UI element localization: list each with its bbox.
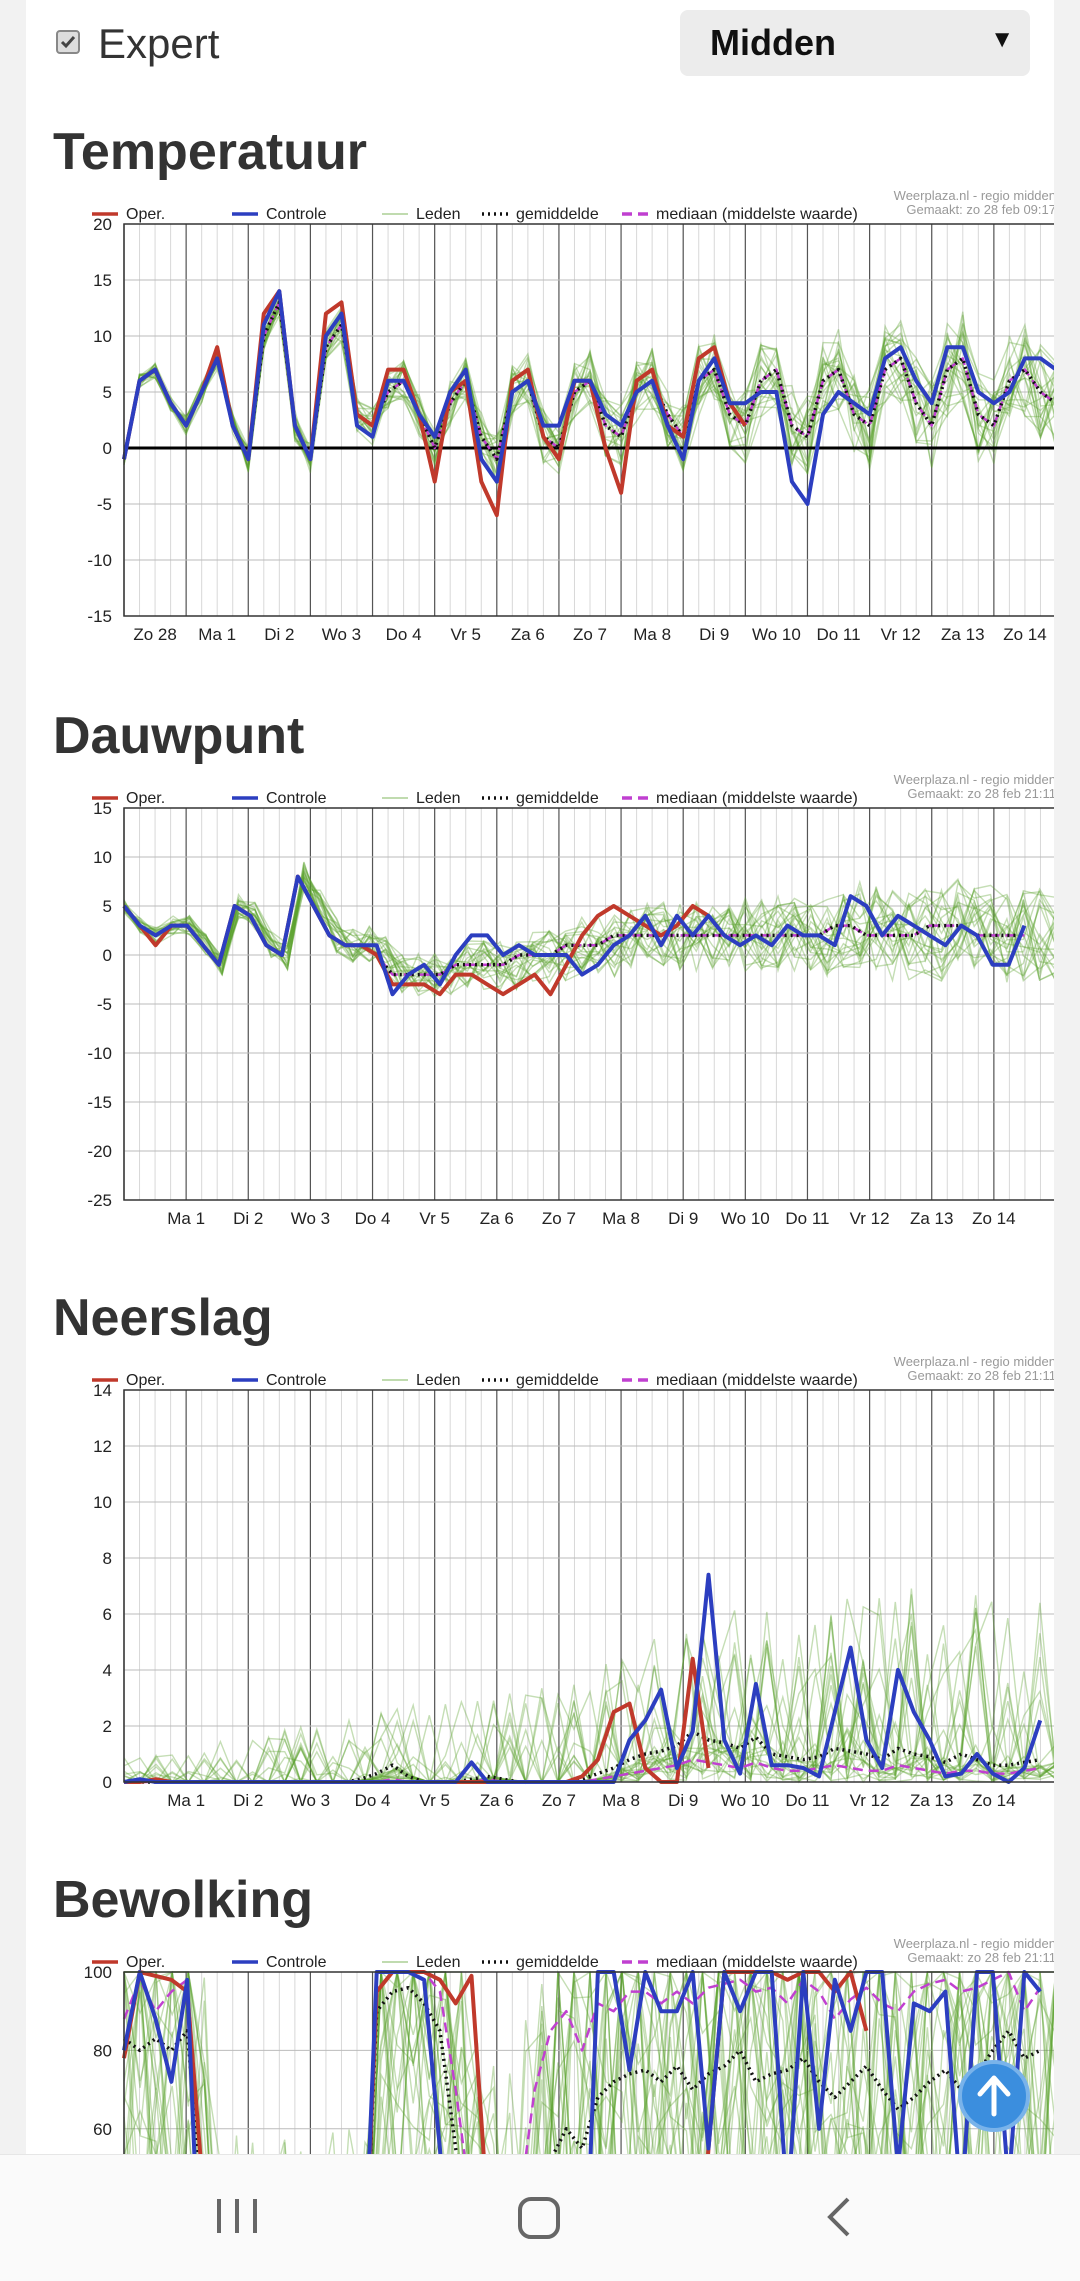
region-select-value: Midden [710, 22, 836, 63]
x-tick-label: Di 2 [233, 1791, 264, 1810]
y-tick-label: -15 [87, 1093, 112, 1112]
x-tick-label: Ma 8 [602, 1209, 640, 1228]
x-tick-label: Vr 12 [849, 1209, 890, 1228]
y-tick-label: 80 [93, 2041, 112, 2061]
x-tick-label: Zo 7 [541, 1791, 576, 1810]
legend-label-mediaan: mediaan (middelste waarde) [656, 790, 858, 807]
x-tick-label: Zo 7 [541, 1209, 576, 1228]
chart-temperatuur [52, 186, 1054, 656]
x-tick-label: Do 4 [354, 1791, 391, 1810]
x-tick-label: Ma 1 [198, 625, 237, 644]
y-tick-label: -5 [96, 495, 112, 514]
x-tick-label: Do 11 [816, 625, 861, 644]
x-tick-label: Di 9 [668, 1209, 699, 1228]
y-tick-label: -25 [87, 1191, 112, 1210]
home-icon[interactable] [516, 2195, 562, 2241]
x-tick-label: Ma 8 [602, 1791, 640, 1810]
y-tick-label: 2 [102, 1717, 112, 1736]
chart-neerslag [52, 1352, 1054, 1822]
x-tick-label: Di 2 [264, 625, 295, 644]
y-tick-label: -20 [87, 1142, 112, 1161]
controls-bar [26, 0, 1054, 90]
chart-source-label: Weerplaza.nl - regio midden [893, 772, 1056, 787]
legend-label-leden: Leden [416, 790, 461, 807]
expert-checkbox[interactable] [56, 30, 80, 54]
x-tick-label: Ma 1 [167, 1791, 206, 1810]
x-tick-label: Do 4 [385, 625, 422, 644]
x-tick-label: Vr 12 [849, 1791, 890, 1810]
x-tick-label: Wo 3 [290, 1791, 331, 1810]
y-tick-label: 5 [102, 897, 112, 916]
y-tick-label: 6 [102, 1605, 112, 1624]
y-tick-label: 0 [102, 946, 112, 965]
scroll-to-top-button[interactable] [958, 2060, 1030, 2132]
section-title-temperatuur: Temperatuur [53, 123, 367, 181]
y-tick-label: 4 [102, 1661, 112, 1680]
arrow-up-icon [974, 2074, 1014, 2118]
x-tick-label: Wo 3 [290, 1209, 331, 1228]
recents-icon[interactable] [214, 2195, 260, 2237]
legend-label-oper: Oper. [126, 790, 166, 807]
legend-label-leden: Leden [416, 206, 461, 223]
x-tick-label: Zo 14 [972, 1791, 1016, 1810]
y-tick-label: 12 [93, 1437, 112, 1456]
x-tick-label: Do 11 [785, 1791, 830, 1810]
y-tick-label: 0 [102, 439, 112, 458]
chart-source-label: Weerplaza.nl - regio midden [893, 188, 1056, 203]
y-tick-label: 0 [102, 1773, 112, 1792]
x-tick-label: Za 6 [479, 1791, 514, 1810]
x-tick-label: Vr 5 [419, 1791, 450, 1810]
legend-label-controle: Controle [266, 790, 327, 807]
legend-label-oper: Oper. [126, 1372, 166, 1389]
legend-label-gemiddelde: gemiddelde [516, 206, 599, 223]
x-tick-label: Za 6 [479, 1209, 514, 1228]
legend-label-mediaan: mediaan (middelste waarde) [656, 1954, 858, 1971]
y-tick-label: 14 [93, 1381, 112, 1400]
x-tick-label: Vr 5 [419, 1209, 450, 1228]
chart-source-label: Weerplaza.nl - regio midden [893, 1936, 1056, 1951]
chart-created-label: Gemaakt: zo 28 feb 09:17 [906, 202, 1056, 217]
check-icon [59, 33, 77, 51]
legend-label-controle: Controle [266, 206, 327, 223]
legend-label-gemiddelde: gemiddelde [516, 790, 599, 807]
x-tick-label: Do 11 [785, 1209, 830, 1228]
y-tick-label: 15 [93, 799, 112, 818]
legend-label-gemiddelde: gemiddelde [516, 1372, 599, 1389]
x-tick-label: Ma 1 [167, 1209, 206, 1228]
x-tick-label: Ma 8 [633, 625, 672, 644]
y-tick-label: -10 [87, 1044, 112, 1063]
x-tick-label: Vr 5 [450, 625, 482, 644]
y-tick-label: -15 [87, 607, 112, 626]
x-tick-label: Di 9 [668, 1791, 699, 1810]
x-tick-label: Wo 10 [720, 1791, 770, 1810]
x-tick-label: Zo 7 [572, 625, 608, 644]
legend-label-controle: Controle [266, 1954, 327, 1971]
legend-label-mediaan: mediaan (middelste waarde) [656, 206, 858, 223]
legend-label-leden: Leden [416, 1954, 461, 1971]
y-tick-label: -10 [87, 551, 112, 570]
x-tick-label: Do 4 [354, 1209, 391, 1228]
section-title-neerslag: Neerslag [53, 1289, 273, 1347]
chart-created-label: Gemaakt: zo 28 feb 21:11 [907, 1950, 1056, 1965]
section-title-bewolking: Bewolking [53, 1871, 314, 1929]
content-card [26, 0, 1054, 2154]
back-icon[interactable] [824, 2195, 854, 2239]
y-tick-label: 5 [102, 383, 112, 402]
x-tick-label: Wo 3 [321, 625, 362, 644]
y-tick-label: 10 [93, 327, 112, 346]
y-tick-label: 15 [93, 271, 112, 290]
x-tick-label: Wo 10 [751, 625, 801, 644]
x-tick-label: Za 13 [941, 625, 985, 644]
x-tick-label: Zo 14 [972, 1209, 1016, 1228]
legend-label-gemiddelde: gemiddelde [516, 1954, 599, 1971]
y-tick-label: -5 [96, 995, 112, 1014]
series-line-controle [124, 1575, 1040, 1782]
x-tick-label: Za 6 [510, 625, 545, 644]
x-tick-label: Di 2 [233, 1209, 264, 1228]
legend-label-oper: Oper. [126, 206, 166, 223]
x-tick-label: Zo 28 [133, 625, 177, 644]
x-tick-label: Wo 10 [720, 1209, 770, 1228]
dropdown-arrow-icon: ▼ [990, 26, 1014, 53]
x-tick-label: Vr 12 [880, 625, 921, 644]
x-tick-label: Di 9 [699, 625, 730, 644]
x-tick-label: Za 13 [909, 1791, 954, 1810]
section-title-dauwpunt: Dauwpunt [53, 707, 305, 765]
x-tick-label: Za 13 [909, 1209, 954, 1228]
legend-label-mediaan: mediaan (middelste waarde) [656, 1372, 858, 1389]
chart-dauwpunt [52, 770, 1054, 1240]
x-tick-label: Zo 14 [1003, 625, 1047, 644]
expert-label: Expert [98, 20, 220, 67]
y-tick-label: 10 [93, 1493, 112, 1512]
region-select[interactable] [680, 10, 1030, 76]
y-tick-label: 10 [93, 848, 112, 867]
chart-bewolking [52, 1934, 1054, 2154]
y-tick-label: 20 [93, 215, 112, 234]
legend-label-controle: Controle [266, 1372, 327, 1389]
legend-label-leden: Leden [416, 1372, 461, 1389]
chart-source-label: Weerplaza.nl - regio midden [893, 1354, 1056, 1369]
android-nav-bar [0, 2154, 1080, 2281]
y-tick-label: 100 [83, 1963, 112, 1982]
y-tick-label: 8 [102, 1549, 112, 1568]
legend-label-oper: Oper. [126, 1954, 166, 1971]
chart-created-label: Gemaakt: zo 28 feb 21:11 [907, 1368, 1056, 1383]
chart-created-label: Gemaakt: zo 28 feb 21:11 [907, 786, 1056, 801]
y-tick-label: 60 [93, 2119, 112, 2139]
